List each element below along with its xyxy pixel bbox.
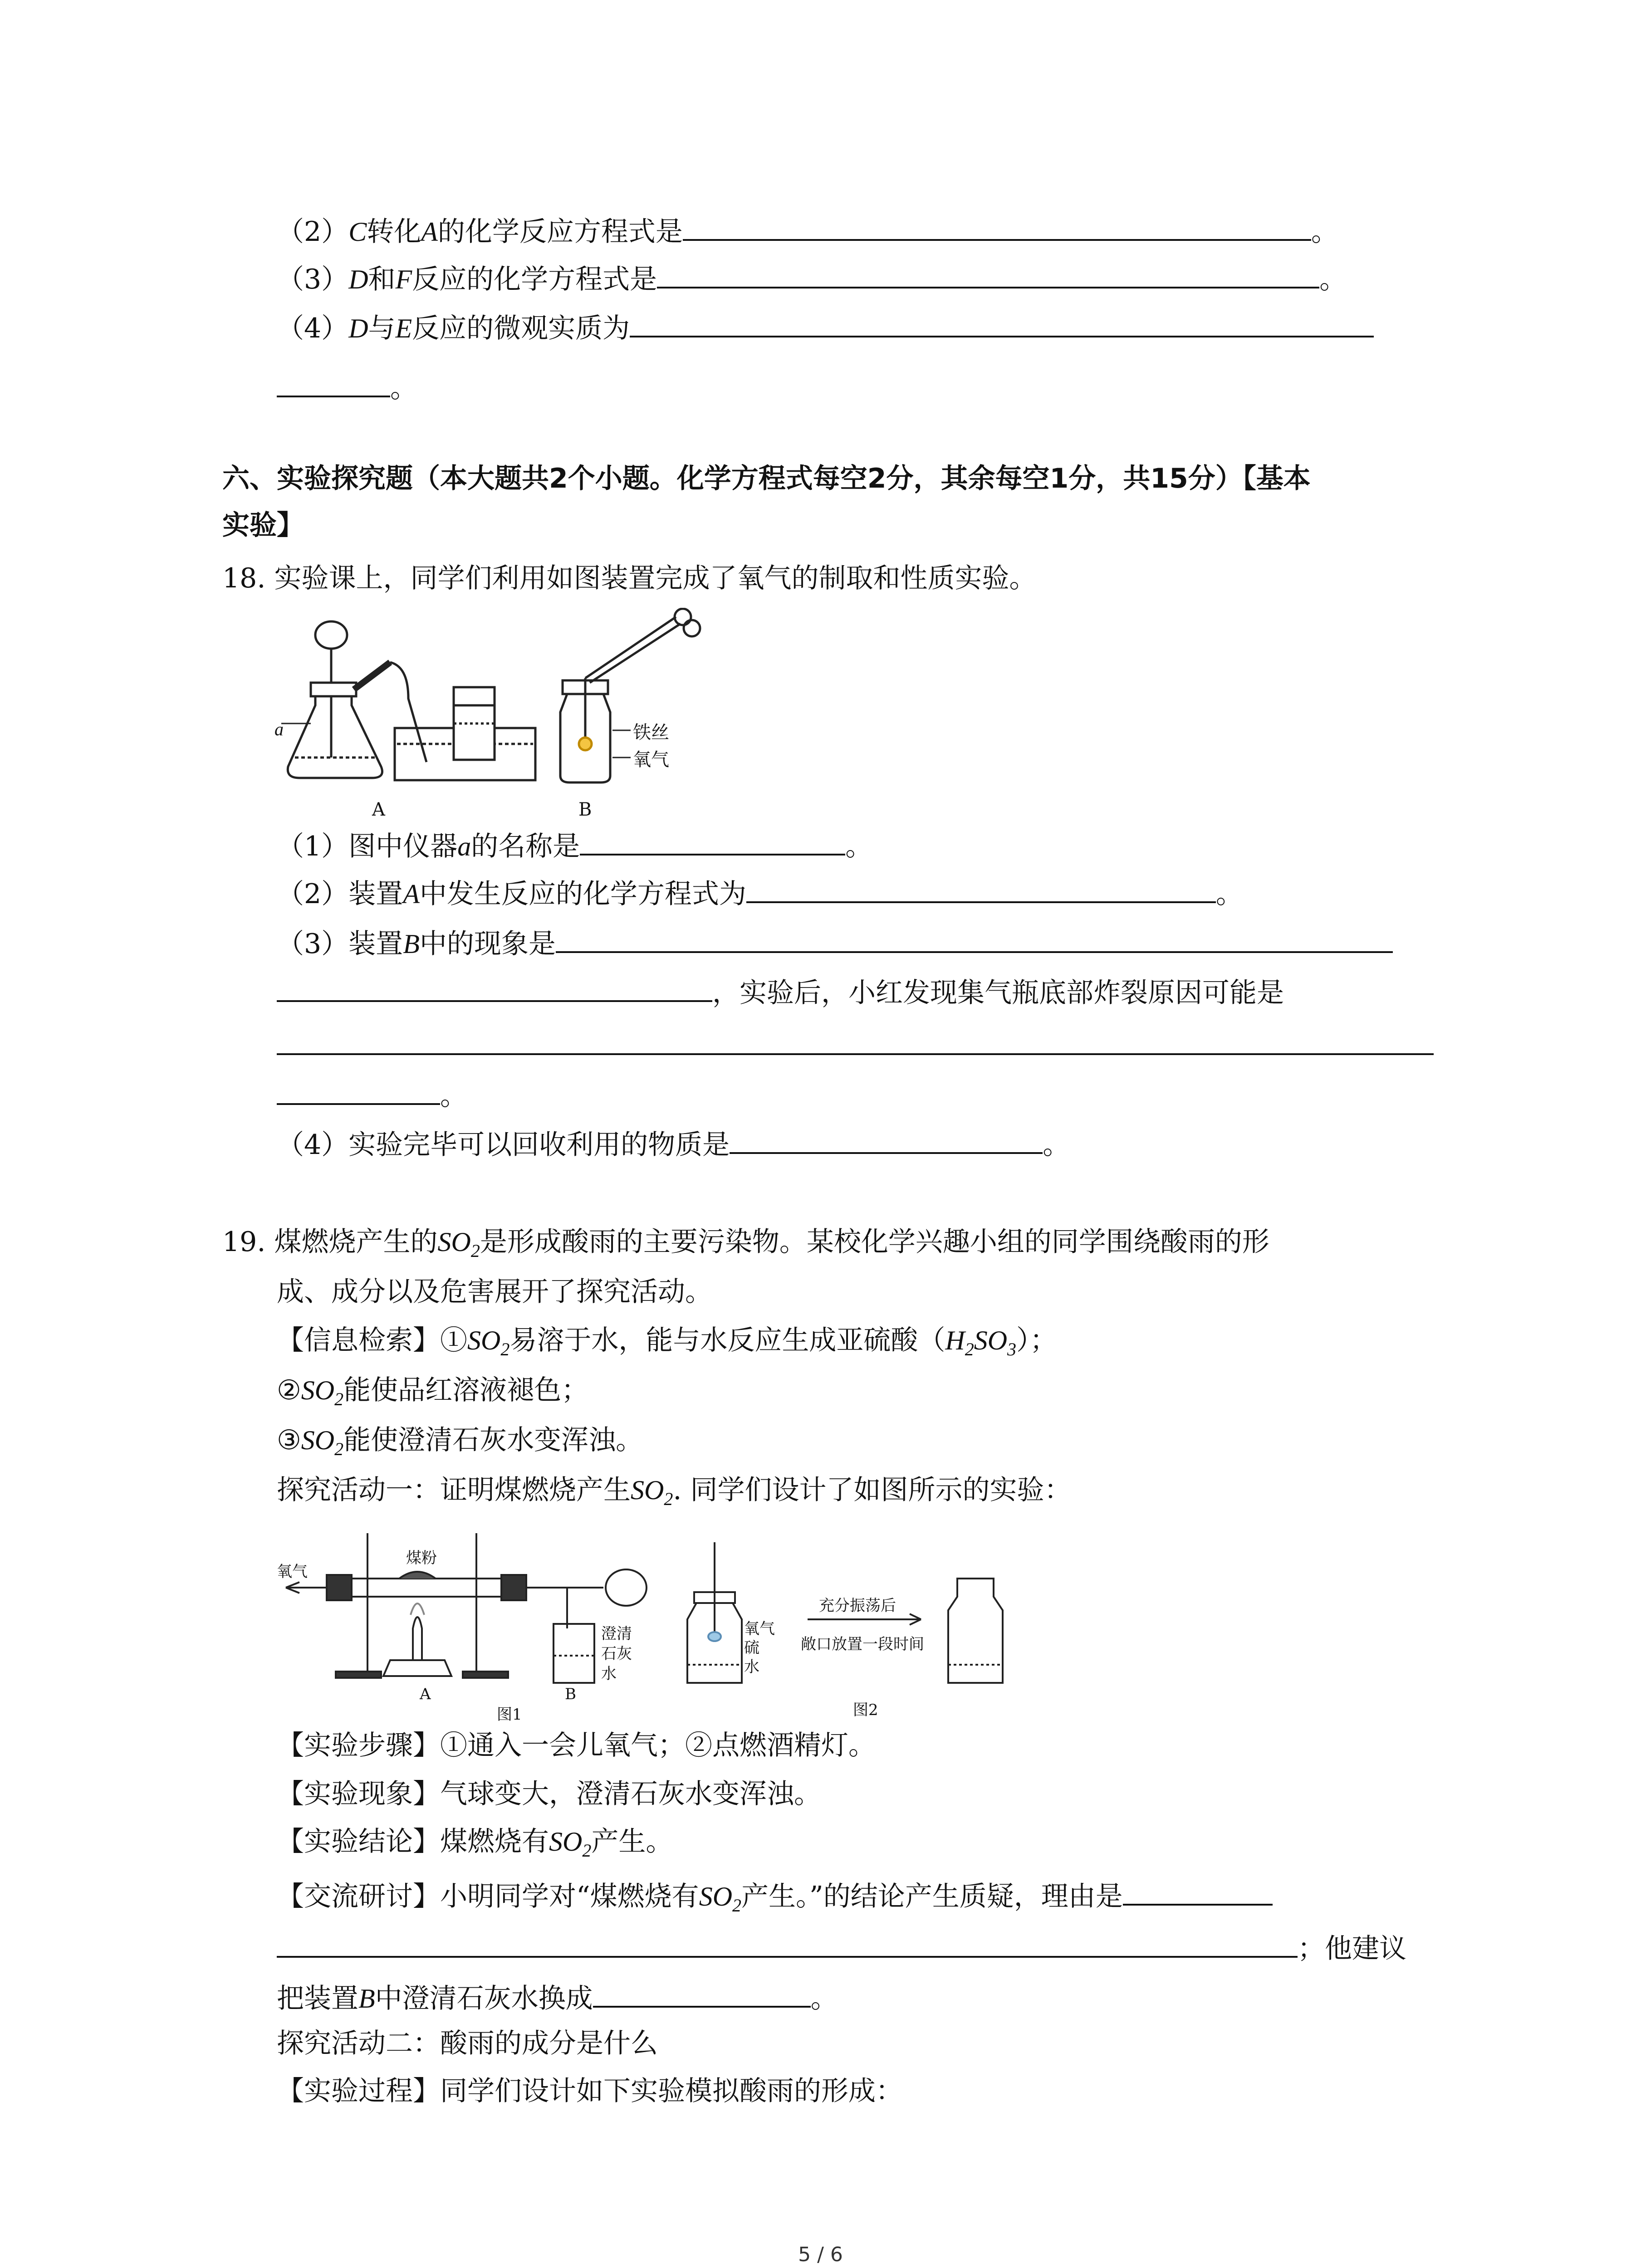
q17-part4-cont: 。 [277,367,417,406]
fig1-label-limewater: 澄清 石灰 水 [601,1625,632,1683]
q18-part3-end: 。 [277,1075,467,1114]
answer-blank[interactable] [1123,1876,1273,1906]
fig1-label-coal: 煤粉 [406,1549,437,1567]
fig-label-a: a [274,719,284,739]
q19-discussion: 【交流研讨】小明同学对“煤燃烧有$SO_2$产生。”的结论产生质疑，理由是 [277,1876,1273,1924]
fig-label-oxygen: 氧气 [633,749,669,770]
q19-info-3: $③SO_2$能使澄清石灰水变浑浊。 [277,1424,643,1459]
q19-stem-cont: 成、成分以及危害展开了探究活动。 [277,1276,712,1308]
q18-apparatus-figure [272,608,726,812]
answer-blank[interactable] [277,972,712,1002]
answer-blank[interactable] [277,1928,1298,1958]
q18-part2: （2）装置A中发生反应的化学方程式为 。 [277,873,1243,912]
answer-blank[interactable] [277,1025,1434,1055]
q19-steps: 【实验步骤】①通入一会儿氧气；②点燃酒精灯。 [277,1730,876,1761]
answer-blank[interactable] [277,1075,440,1105]
fig1-label-B: B [565,1685,576,1703]
q17-part3: （3）D和F反应的化学方程式是 。 [277,259,1347,298]
answer-blank[interactable] [556,923,1393,953]
q19-info-1: 【信息检索】$①SO_2$易溶于水，能与水反应生成亚硫酸$(H_2SO_3)$； [277,1325,1058,1359]
q18-part3: （3）装置B中的现象是 [277,923,1393,962]
q19-activity-1: 探究活动一：证明煤燃烧产生$SO_2$. 同学们设计了如图所示的实验： [277,1474,1072,1509]
answer-blank[interactable] [277,367,390,397]
q17-part4: （4）D与E反应的微观实质为 [277,308,1374,347]
fig2-arrow-text-2: 敞口放置一段时间 [801,1635,924,1653]
fig2-labels: 氧气 硫 水 [744,1620,775,1676]
q19-phenomena: 【实验现象】气球变大，澄清石灰水变浑浊。 [277,1778,821,1810]
answer-blank[interactable] [630,308,1374,337]
q18-stem: 18. 实验课上，同学们利用如图装置完成了氧气的制取和性质实验。 [222,562,1037,594]
fig-label-B: B [578,799,592,820]
q19-info-2: $②SO_2$能使品红溶液褪色； [277,1374,589,1409]
q18-part3-line [277,1025,1434,1064]
q19-process: 【实验过程】同学们设计如下实验模拟酸雨的形成： [277,2075,903,2107]
answer-blank[interactable] [683,211,1311,241]
q17-part2: （2）C转化A的化学反应方程式是 。 [277,211,1338,250]
q19-experiment-figure [277,1524,1039,1719]
fig1-caption: 图1 [497,1706,522,1724]
answer-blank[interactable] [593,1978,811,2008]
q19-discussion-cont: ；他建议 [277,1928,1406,1967]
fig2-arrow-text-1: 充分振荡后 [819,1597,896,1615]
q19-discussion-suggest: 把装置B中澄清石灰水换成 。 [277,1978,838,2017]
section-heading: 六、实验探究题（本大题共2个小题。化学方程式每空2分，其余每空1分，共15分）【基本 [222,463,1311,494]
page-number: 5 / 6 [798,2243,843,2266]
section-heading-cont: 实验】 [222,509,304,541]
fig-label-iron-wire: 铁丝 [633,722,669,743]
q18-part1: （1）图中仪器a的名称是 。 [277,826,872,865]
answer-blank[interactable] [657,259,1319,288]
q19-activity-2: 探究活动二：酸雨的成分是什么 [277,2028,658,2059]
fig-label-A: A [372,799,385,820]
fig1-label-oxygen: 氧气 [277,1563,308,1581]
q18-part3-cont: ，实验后，小红发现集气瓶底部炸裂原因可能是 [277,972,1284,1011]
answer-blank[interactable] [746,873,1216,903]
answer-blank[interactable] [730,1124,1043,1154]
q19-stem: 19. 煤燃烧产生的$SO_2$是形成酸雨的主要污染物。某校化学兴趣小组的同学围绕酸雨的形 [222,1226,1269,1261]
fig1-label-A: A [420,1685,431,1703]
q18-part4: （4）实验完毕可以回收利用的物质是 。 [277,1124,1070,1163]
fig2-caption: 图2 [853,1701,878,1719]
q19-conclusion: 【实验结论】煤燃烧有$SO_2$产生。 [277,1826,673,1861]
answer-blank[interactable] [580,826,845,855]
